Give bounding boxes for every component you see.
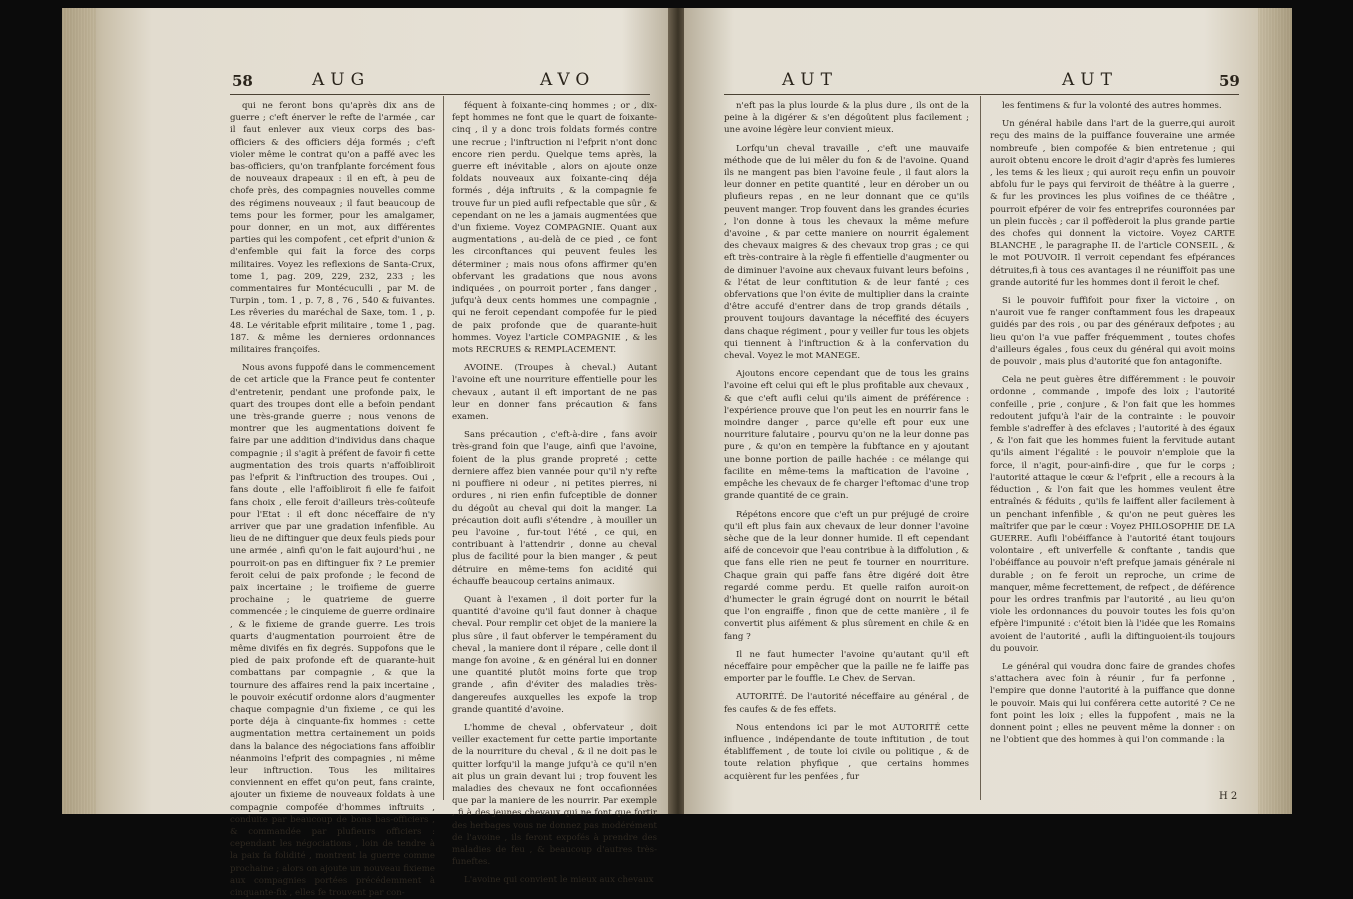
paragraph: L'avoine qui convient le mieux aux chevaux [464, 875, 654, 886]
running-head-aut-2: AUT [1062, 70, 1118, 90]
paragraph: AUTORITÉ. De l'autorité néceffaire au général , de fes caufes & de fes effets. [724, 692, 969, 715]
paragraph: Lorfqu'un cheval travaille , c'eft une mauvaife méthode que de lui mêler du fon & de l'avoine. Quand ils ne mangent pas bien l'avoine feule , il faut alors la leur donner en petite quantité , leur en dérober un ou plufieurs repas , en ne leur donnant que ce qu'ils peuvent manger. Trop fouvent dans les grandes écuries , l'on donne à tous les chevaux la même mefure d'avoine , & par cette maniere on nourrit également des chevaux maigres & des chevaux trop gras ; ce qui eft très-contraire à la règle fi effentielle d'augmenter ou de diminuer l'avoine aux chevaux fuivant leurs befoins , & l'état de leur conftitution & de leur fanté ; ces obfervations que l'on évite de multiplier dans la crainte d'être accufé d'entrer dans de trop grands détails , prouvent toujours davantage la néceffité des écuyers dans chaque régiment , pour y veiller fur tous les objets qui tiennent à l'inftruction & à la confervation du cheval. Voyez le mot MANEGE. [724, 143, 969, 362]
right-page [684, 8, 1292, 814]
column-divider-right [980, 96, 981, 800]
running-head-aug: AUG [312, 70, 371, 90]
open-book [62, 8, 1292, 898]
page-edges-left [62, 8, 96, 814]
paragraph: féquent à foixante-cinq hommes ; or , dix-fept hommes ne font que le quart de foixante-cinq , il y a donc trois foldats formés contre une recrue ; l'inftruction ni l'efprit n'ont donc encore rien perdu. Quelque tems après, la guerre eft inévitable , alors on ajoute onze foldats nouveaux aux foixante-cinq déja formés , déja inftruits , & la compagnie fe trouve fur un pied aufli refpectable que sûr , & cependant on ne les a jamais augmentées que d'un fixieme. Voyez COMPAGNIE. Quant aux augmentations , au-delà de ce pied , ce font les circonftances qui peuvent feules les déterminer ; mais nous ofons affirmer qu'en obfervant les gradations que nous avons indiquées , on pourroit porter , fans danger , jufqu'à deux cents hommes une compagnie , qui ne feroit cependant compofée fur le pied de paix profonde que de quarante-huit hommes. Voyez l'article COMPAGNIE , & les mots RECRUES & REMPLACEMENT. [452, 101, 657, 356]
left-page [62, 8, 672, 898]
page-number-right: 59 [1219, 72, 1240, 90]
paragraph: Cela ne peut guères être différemment : le pouvoir ordonne , commande , impofe des loix ; l'autorité confeille , prie , conjure , & l'on fait que les hommes redoutent jufqu'à l'air de la contrainte : le pouvoir femble s'adreffer à des efclaves ; l'autorité à des égaux , & l'on fait que les hommes fuient la fervitude autant qu'ils aiment l'égalité : le pouvoir n'emploie que la force, il n'agit, pour-ainfi-dire , que fur le corps ; l'autorité attaque le cœur & l'efprit , elle a recours à la féduction , & l'on fait que les hommes veulent être entraînés & féduits , qu'ils fe laiffent aller facilement à un penchant infenfible , & qu'on ne peut guères les maîtrifer que par le cœur : Voyez PHILOSOPHIE DE LA GUERRE. Aufli l'obéiffance à l'autorité étant toujours volontaire , eft univerfelle & conftante , tandis que l'obéiffance au pouvoir n'eft prefque jamais générale ni durable ; on fe feroit un reproche, un crime de manquer, même fecrettement, de refpect , de déférence pour les ordres tranfmis par l'autorité , au lieu qu'on viole les ordonnances du pouvoir toutes les fois qu'on efpère l'impunité : c'étoit bien là l'idée que les Romains avoient de l'autorité , aufli la diftinguoient-ils toujours du pouvoir. [990, 375, 1235, 654]
column-divider-left [443, 96, 444, 800]
page-number-left: 58 [232, 72, 253, 90]
paragraph: Il ne faut humecter l'avoine qu'autant qu'il eft néceffaire pour empêcher que la paille ne fe laiffe pas emporter par le fouffle. Le Chev. de Servan. [724, 649, 969, 685]
paragraph: Répétons encore que c'eft un pur préjugé de croire qu'il eft plus fain aux chevaux de leur donner l'avoine sèche que de la leur donner humide. Il eft cependant aifé de concevoir que l'eau contribue à la diffolution , & que fans elle rien ne peut fe tourner en nourriture. Chaque grain qui paffe fans être digéré doit être regardé comme perdu. Et quelle raifon auroit-on d'humecter le grain égrugé dont on nourrit le bétail que l'on engraiffe , finon que de cette manière , il fe convertit plus aifément & plus sûrement en chile & en fang ? [724, 509, 969, 642]
paragraph: Nous entendons ici par le mot AUTORITÉ cette influence , indépendante de toute inftitution , de tout établiffement , de toute loi civile ou politique , & de toute relation phyfique , que certains hommes acquièrent fur les penfées , fur [724, 722, 969, 782]
signature-mark: H 2 [1219, 791, 1238, 802]
running-head-avo: AVO [540, 70, 596, 90]
paragraph: L'homme de cheval , obfervateur , doit veiller exactement fur cette partie importante de la nourriture du cheval , & il ne doit pas le quitter lorfqu'il la mange jufqu'à ce qu'il n'en ait plus un grain devant lui ; trop fouvent les maladies des chevaux ne font occafionnées que par la maniere de les nourrir. Par exemple , fi à des jeunes chevaux qui ne font que fortir des herbages vous ne donnez pas modérément de l'avoine , ils feront expofés à prendre des maladies de feu , & beaucoup d'autres très-funeftes. [452, 722, 657, 868]
running-head-aut-1: AUT [782, 70, 838, 90]
header-rule-right [724, 94, 1239, 95]
paragraph: Nous avons fuppofé dans le commencement de cet article que la France peut fe contenter d'entretenir, pendant une profonde paix, le quart des troupes dont elle a befoin pendant une très-grande guerre ; nous venons de montrer que les augmentations doivent fe faire par une addition d'individus dans chaque compagnie ; il s'agit à préfent de favoir fi cette augmentation des trois quarts n'affoibliroit pas l'efprit & l'inftruction des troupes. Oui , fans doute , elle l'affoibliroit fi elle fe faifoit fans choix , elle feroit d'ailleurs très-coûteufe pour l'Etat : il eft donc néceffaire de n'y arriver que par une gradation infenfible. Au lieu de ne diftinguer que deux feuls pieds pour une armée , ainfi qu'on le fait aujourd'hui , ne pourroit-on pas en diftinguer fix ? Le premier feroit celui de paix profonde ; le fecond de paix incertaine ; le troifieme de guerre prochaine ; le quatrieme de guerre commencée ; le cinquieme de guerre ordinaire , & le fixieme de grande guerre. Les trois quarts d'augmentation pourroient être de même divifés en fix degrés. Suppofons que le pied de paix profonde eft de quarante-huit combattans par compagnie , & que la tournure des affaires rend la paix incertaine , le pouvoir exécutif ordonne alors d'augmenter chaque compagnie d'un fixieme , ce qui les porte déja à cinquante-fix hommes : cette augmentation mettra certainement un poids dans la balance des négociations fans affoiblir néanmoins l'efprit des compagnies , ni même leur inftruction. Tous les militaires conviennent en effet qu'on peut, fans crainte, ajouter un fixieme de nouveaux foldats à une compagnie compofée d'hommes inftruits , conduite par beaucoup de bons bas-officiers , & commandée par plufieurs officiers : cependant les négociations , loin de tendre à la paix fa folidité , montrent la guerre comme prochaine ; alors on ajoute un nouveau fixieme aux compagnies portées précédemment à cinquante-fix , elles fe trouvent par con- [230, 363, 435, 898]
right-column-1 [724, 100, 969, 800]
right-column-2 [990, 100, 1238, 802]
paragraph: AVOINE. (Troupes à cheval.) Autant l'avoine eft une nourriture effentielle pour les chevaux , autant il eft important de ne pas leur en donner fans précaution & fans examen. [452, 363, 657, 423]
paragraph: Le général qui voudra donc faire de grandes chofes s'attachera avec foin à réunir , fur fa perfonne , l'empire que donne l'autorité à la puiffance que donne le pouvoir. Mais qui lui conférera cette autorité ? Ce ne font point les loix ; elles la fuppofent , mais ne la donnent point ; elles ne peuvent même la donner : on ne l'obtient que des hommes à qui l'on commande : la [990, 661, 1235, 746]
paragraph: qui ne feront bons qu'après dix ans de guerre ; c'eft énerver le refte de l'armée , car il faut enlever aux vieux corps des bas-officiers & des officiers déja formés ; c'eft violer même le contrat qu'on a paffé avec les bas-officiers, qu'on tranfplante forcément fous de nouveaux drapeaux : il en eft, à peu de chofe près, des compagnies nouvelles comme des régimens nouveaux ; il faut beaucoup de tems pour les former, pour les amalgamer, pour donner, en un mot, aux différentes parties qui les compofent , cet efprit d'union & d'enfemble qui fait la force des corps militaires. Voyez les reflexions de Santa-Crux, tome 1, pag. 209, 229, 232, 233 ; les commentaires fur Montécuculli , par M. de Turpin , tom. 1 , p. 7, 8 , 76 , 540 & fuivantes. Les rêveries du maréchal de Saxe, tom. 1 , p. 48. Le véritable efprit militaire , tome 1 , pag. 187. & même les dernieres ordonnances militaires françoifes. [230, 101, 435, 356]
left-column-1 [230, 100, 435, 898]
paragraph: Si le pouvoir fuffifoit pour fixer la victoire , on n'auroit vue fe ranger conftamment fous les drapeaux guidés par des rois , ou par des généraux defpotes ; au lieu qu'on l'a vue paffer fréquemment , toutes chofes d'ailleurs égales , fous ceux du général qui avoit moins de pouvoir , mais plus d'autorité que fon antagonifte. [990, 296, 1235, 368]
paragraph: Sans précaution , c'eft-à-dire , fans avoir très-grand foin que l'auge, ainfi que l'avoine, foient de la plus grande propreté ; cette derniere affez bien vannée pour qu'il n'y refte ni pouffiere ni odeur , ni petites pierres, ni ordures , ni rien enfin fufceptible de donner du dégoût au cheval qui doit la manger. La précaution doit aufli s'étendre , à mouiller un peu l'avoine , fur-tout l'été , ce qui, en contribuant à l'attendrir , donne au cheval plus de facilité pour la bien manger , & peut détruire en même-tems fon acidité qui échauffe beaucoup certains animaux. [452, 430, 657, 587]
header-rule-left [230, 94, 650, 95]
paragraph: les fentimens & fur la volonté des autres hommes. [1002, 101, 1222, 111]
page-edges-right [1258, 8, 1292, 814]
paragraph: Ajoutons encore cependant que de tous les grains l'avoine eft celui qui eft le plus profitable aux chevaux , & que c'eft aufli celui qu'ils aiment de préférence : l'expérience prouve que l'on peut les en nourrir fans le moindre danger , parce qu'elle eft pour eux une nourriture falutaire , pourvu qu'on ne la leur donne pas pure , & qu'on en tempère la fubftance en y ajoutant une bonne portion de paille hachée : ce mélange qui facilite en même-tems la maftication de l'avoine , empêche les chevaux de fe charger l'eftomac d'une trop grande quantité de ce grain. [724, 369, 969, 502]
paragraph: Quant à l'examen , il doit porter fur la quantité d'avoine qu'il faut donner à chaque cheval. Pour remplir cet objet de la maniere la plus sûre , il faut obferver le tempérament du cheval , la maniere dont il répare , celle dont il mange fon avoine , & en général lui en donner une quantité plutôt moins forte que trop grande , afin d'éviter des maladies très-dangereufes auxquelles les expofe la trop grande quantité d'avoine. [452, 594, 657, 715]
left-column-2 [452, 100, 657, 886]
paragraph: n'eft pas la plus lourde & la plus dure , ils ont de la peine à la digérer & s'en dégoûtent plus facilement ; une avoine légère leur convient mieux. [724, 101, 969, 136]
paragraph: Un général habile dans l'art de la guerre,qui auroit reçu des mains de la puiffance fouveraine une armée nombreufe , bien compofée & bien entretenue ; qui auroit obtenu encore le droit d'agir d'après fes lumieres , les tems & les lieux ; qui auroit reçu enfin un pouvoir abfolu fur le pays qui ferviroit de théâtre à la guerre , & fur les provinces les plus voifines de ce théâtre , pourroit efpérer de voir fes entreprifes couronnées par un plein fuccès ; car il poffèderoit la plus grande partie des chofes qui donnent la victoire. Voyez CARTE BLANCHE , le paragraphe II. de l'article CONSEIL , & le mot POUVOIR. Il verroit cependant fes efpérances détruites,fi à tous ces avantages il ne réuniffoit pas une grande autorité fur les hommes dont il feroit le chef. [990, 119, 1235, 288]
